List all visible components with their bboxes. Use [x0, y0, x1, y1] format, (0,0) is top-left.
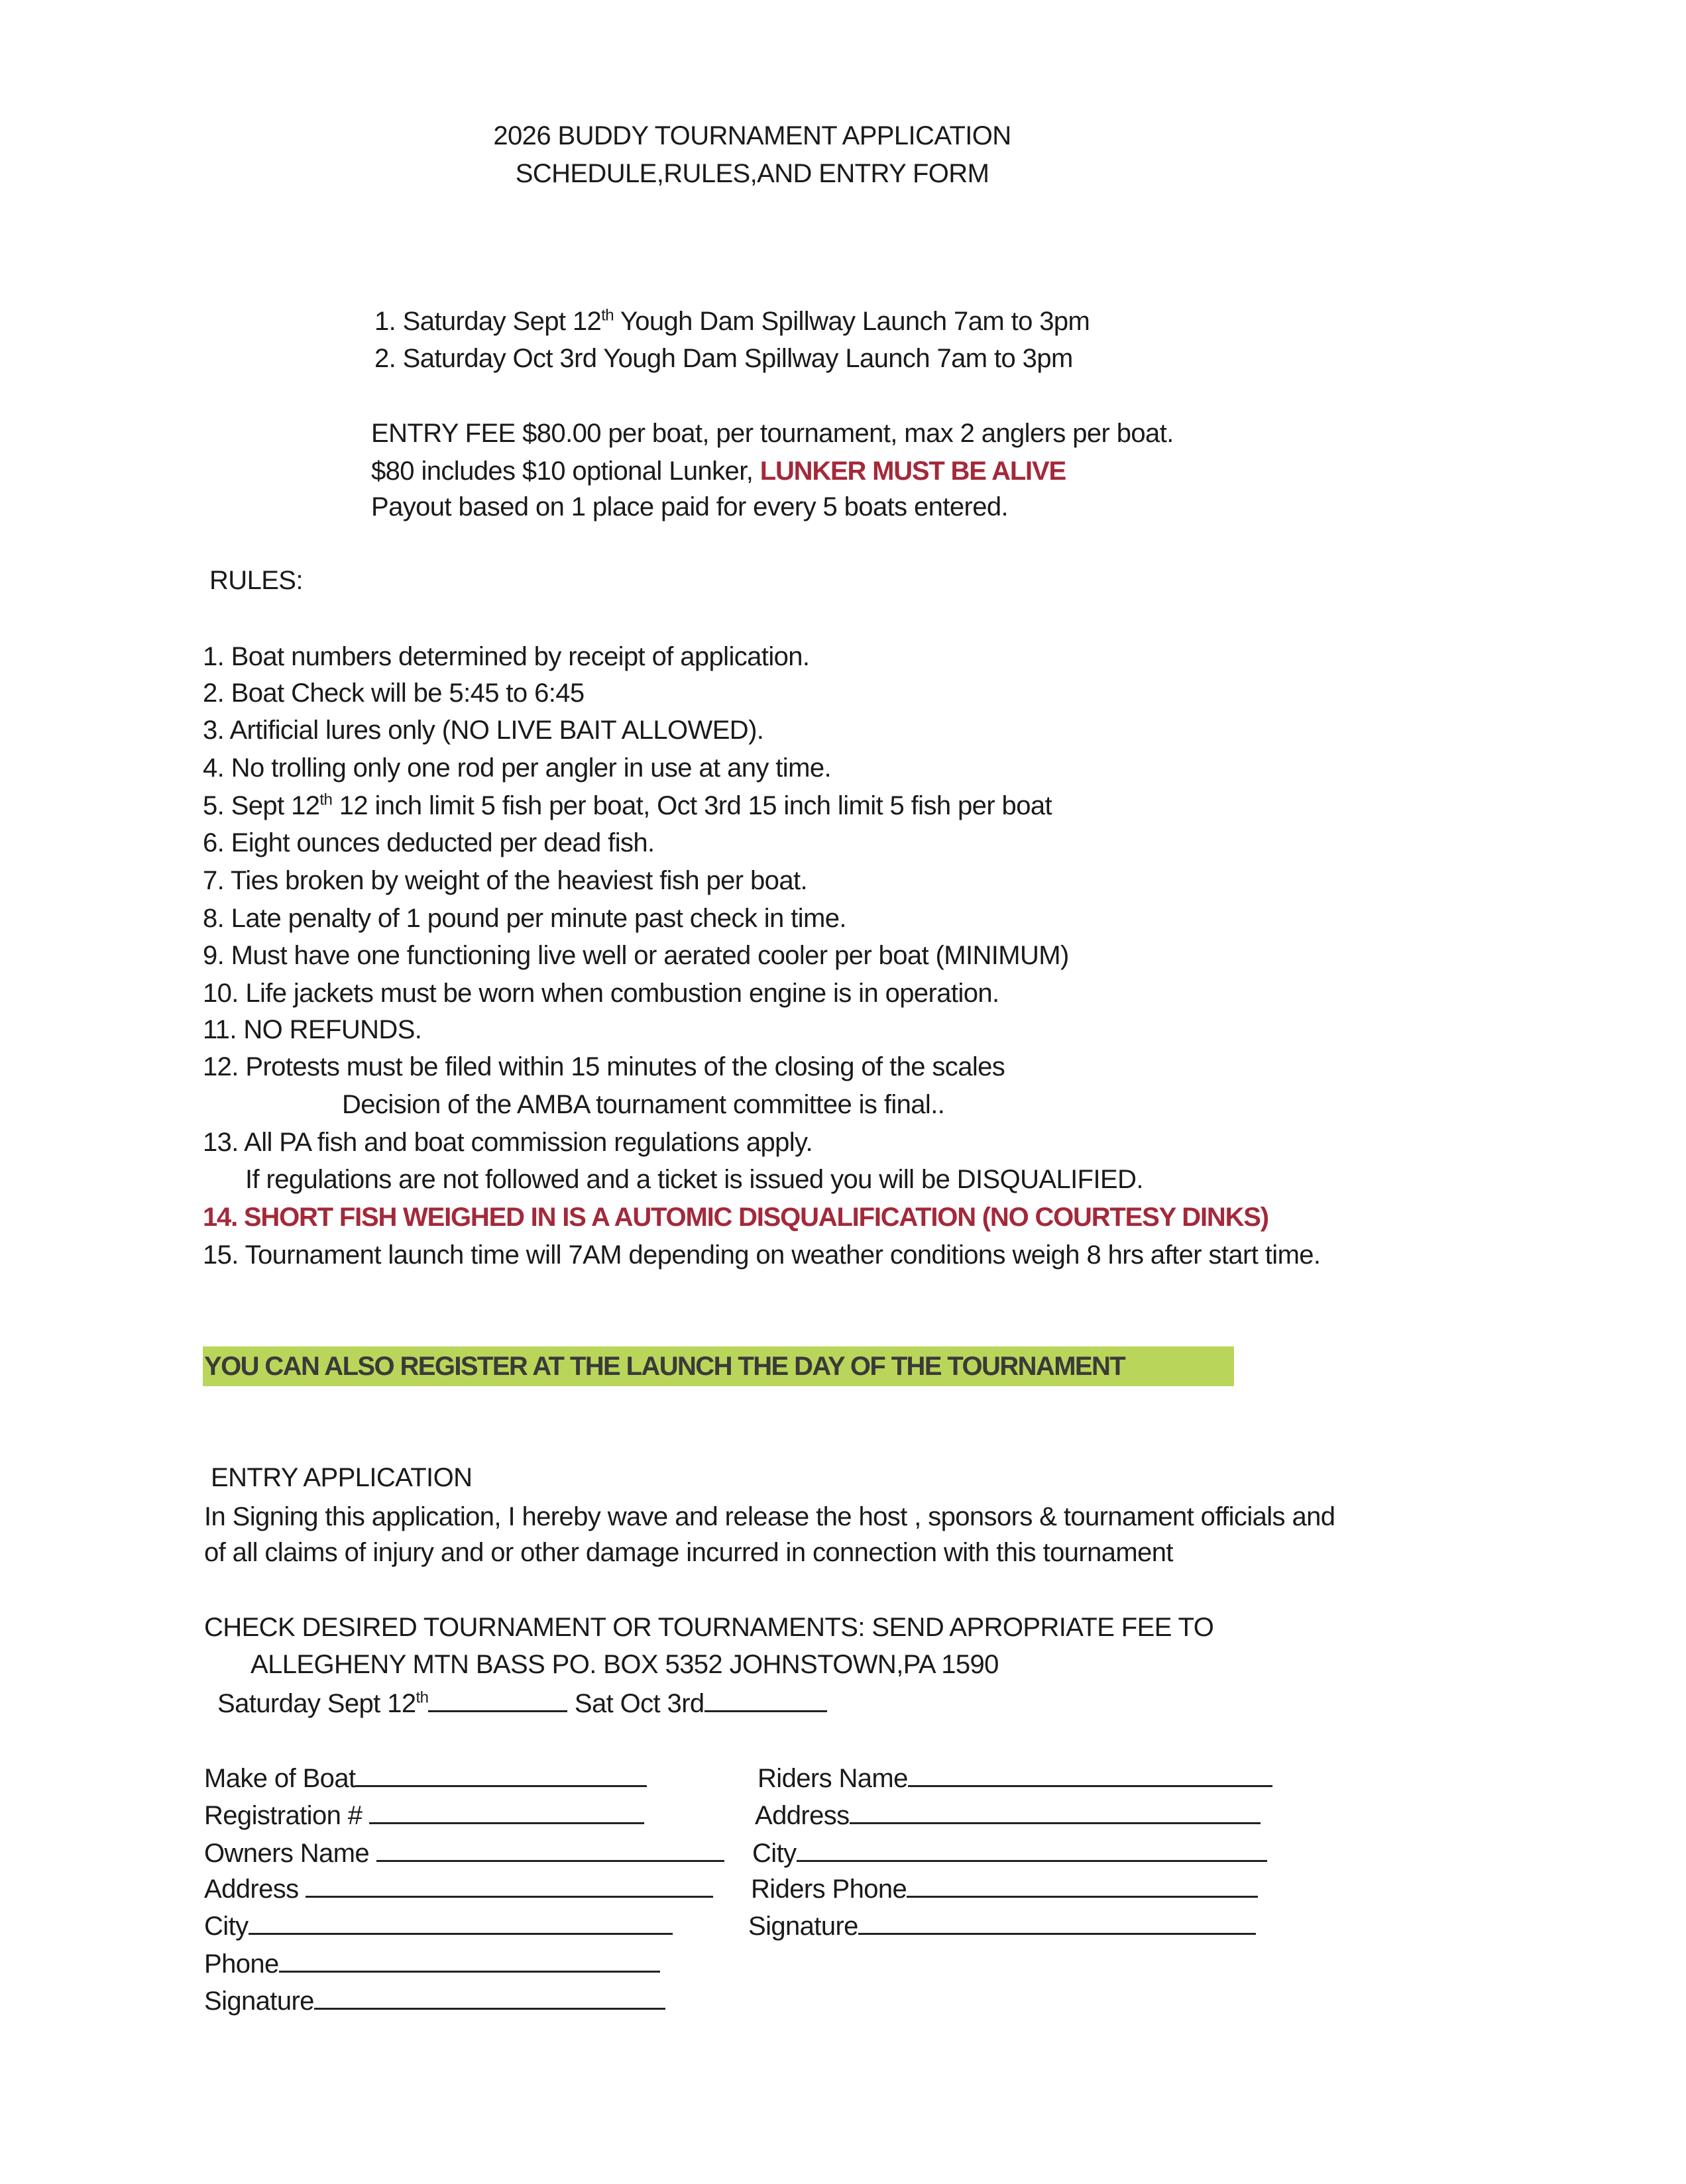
field-rider-signature: Signature — [748, 1906, 1256, 1945]
rule-item-continued: If regulations are not followed and a ticket is issued you will be DISQUALIFIED. — [245, 1165, 1143, 1194]
oct-3-check-blank[interactable] — [704, 1684, 827, 1712]
rule-item: 2. Boat Check will be 5:45 to 6:45 — [203, 679, 585, 708]
field-riders-name: Riders Name — [758, 1759, 1272, 1797]
entry-heading: ENTRY APPLICATION — [211, 1463, 473, 1492]
field-rider-address: Address — [755, 1796, 1261, 1834]
rule-item: 12. Protests must be filed within 15 minutes of the closing of the scales — [203, 1052, 1005, 1081]
rule-item: 4. No trolling only one rod per angler in use at any time. — [203, 753, 831, 783]
owner-city-input[interactable] — [249, 1906, 673, 1935]
make-of-boat-input[interactable] — [355, 1759, 647, 1787]
tournament-checkboxes: Saturday Sept 12th Sat Oct 3rd — [217, 1684, 827, 1722]
rider-city-input[interactable] — [797, 1833, 1267, 1862]
rule-item: 7. Ties broken by weight of the heaviest fish per boat. — [203, 866, 808, 895]
riders-name-input[interactable] — [908, 1759, 1272, 1787]
sept-12-check-blank[interactable] — [428, 1684, 567, 1712]
field-riders-phone: Riders Phone — [751, 1869, 1258, 1908]
waiver-line-2: of all claims of injury and or other damage incurred in connection with this tournament — [204, 1538, 1173, 1567]
registration-input[interactable] — [369, 1796, 644, 1824]
field-owner-address: Address — [204, 1869, 713, 1908]
rule-item: 10. Life jackets must be worn when combustion engine is in operation. — [203, 979, 999, 1008]
rule-item: 5. Sept 12th 12 inch limit 5 fish per boat, Oct 3rd 15 inch limit 5 fish per boat — [203, 791, 1052, 820]
riders-phone-input[interactable] — [907, 1869, 1258, 1898]
mailing-address: ALLEGHENY MTN BASS PO. BOX 5352 JOHNSTOWN,PA 1590 — [251, 1650, 999, 1679]
field-owners-name: Owners Name — [204, 1833, 724, 1872]
rider-signature-input[interactable] — [858, 1906, 1256, 1935]
rule-item-alert: 14. SHORT FISH WEIGHED IN IS A AUTOMIC DISQUALIFICATION (NO COURTESY DINKS) — [203, 1203, 1268, 1232]
waiver-line-1: In Signing this application, I hereby wave and release the host , sponsors & tournament officials and — [204, 1502, 1335, 1531]
owner-phone-input[interactable] — [279, 1944, 660, 1973]
rule-item: 6. Eight ounces deducted per dead fish. — [203, 828, 655, 857]
payout-line: Payout based on 1 place paid for every 5 boats entered. — [371, 492, 1009, 521]
rule-item: 8. Late penalty of 1 pound per minute past check in time. — [203, 904, 846, 933]
field-make-of-boat: Make of Boat — [204, 1759, 647, 1797]
rider-address-input[interactable] — [850, 1796, 1261, 1824]
field-owner-phone: Phone — [204, 1944, 660, 1983]
register-at-launch-banner: YOU CAN ALSO REGISTER AT THE LAUNCH THE DAY OF THE TOURNAMENT — [203, 1346, 1234, 1386]
lunker-line: $80 includes $10 optional Lunker, LUNKER MUST BE ALIVE — [371, 457, 1066, 486]
rule-item: 11. NO REFUNDS. — [203, 1015, 422, 1044]
rule-item: 1. Boat numbers determined by receipt of application. — [203, 642, 810, 671]
field-rider-city: City — [752, 1833, 1267, 1872]
entry-fee-line: ENTRY FEE $80.00 per boat, per tournament, max 2 anglers per boat. — [371, 419, 1174, 448]
check-instructions: CHECK DESIRED TOURNAMENT OR TOURNAMENTS: SEND APROPRIATE FEE TO — [204, 1613, 1214, 1642]
rule-item: 15. Tournament launch time will 7AM depending on weather conditions weigh 8 hrs after start time. — [203, 1240, 1321, 1270]
lunker-alert: LUNKER MUST BE ALIVE — [759, 457, 1066, 486]
field-registration: Registration # — [204, 1796, 644, 1834]
rule-item: 9. Must have one functioning live well or aerated cooler per boat (MINIMUM) — [203, 941, 1069, 970]
field-owner-city: City — [204, 1906, 673, 1945]
owners-name-input[interactable] — [376, 1833, 724, 1862]
owner-signature-input[interactable] — [314, 1981, 665, 2010]
schedule-item-2: 2. Saturday Oct 3rd Yough Dam Spillway Launch 7am to 3pm — [374, 344, 1073, 373]
document-title: 2026 BUDDY TOURNAMENT APPLICATION — [493, 121, 1011, 150]
rule-item: 13. All PA fish and boat commission regulations apply. — [203, 1128, 813, 1157]
rule-item: 3. Artificial lures only (NO LIVE BAIT ALLOWED). — [203, 716, 764, 745]
rules-heading: RULES: — [209, 566, 303, 595]
document-subtitle: SCHEDULE,RULES,AND ENTRY FORM — [515, 159, 989, 188]
field-owner-signature: Signature — [204, 1981, 665, 2020]
owner-address-input[interactable] — [306, 1869, 713, 1898]
schedule-item-1: 1. Saturday Sept 12th Yough Dam Spillway Launch 7am to 3pm — [374, 306, 1090, 336]
rule-item-continued: Decision of the AMBA tournament committee is final.. — [342, 1090, 945, 1119]
